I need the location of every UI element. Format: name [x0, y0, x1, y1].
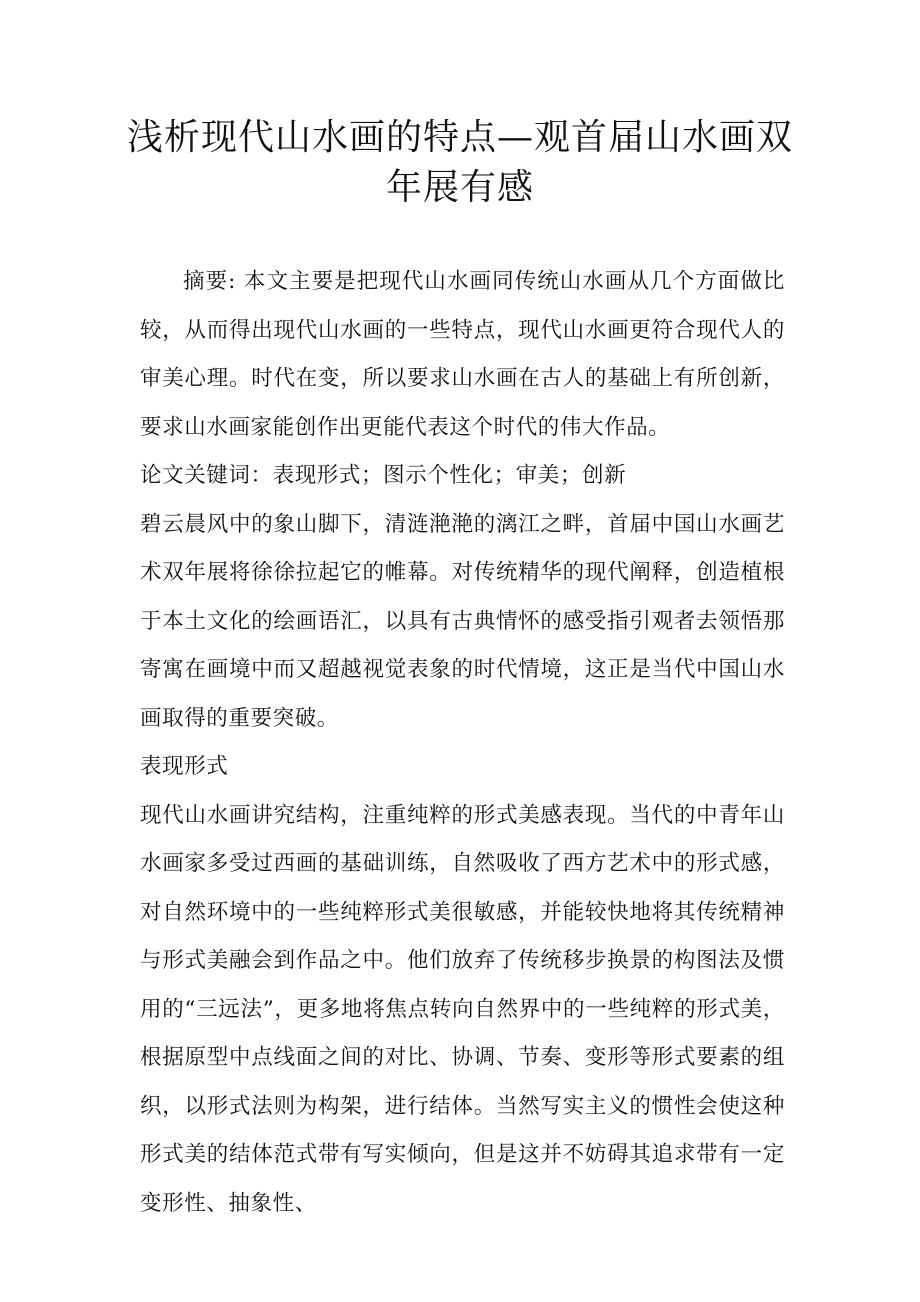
section-paragraph: 现代山水画讲究结构，注重纯粹的形式美感表现。当代的中青年山水画家多受过西画的基础训练，自然吸收了西方艺术中的形式感，对自然环境中的一些纯粹形式美很敏感，并能较快地将其传统精神与形式美融会到作品之中。他们放弃了传统移步换景的构图法及惯用的“三远法”，更多地将焦点转向自然界中的一些纯粹的形式美，根据原型中点线面之间的对比、协调、节奏、变形等形式要素的组织，以形式法则为构架，进行结体。当然写实主义的惯性会使这种形式美的结体范式带有写实倾向，但是这并不妨碍其追求带有一定变形性、抽象性、 — [140, 802, 785, 1216]
document-title-line-1: 浅析现代山水画的特点—观首届山水画双 — [126, 117, 793, 158]
abstract-paragraph: 摘要: 本文主要是把现代山水画同传统山水画从几个方面做比较，从而得出现代山水画的一些特点，现代山水画更符合现代人的审美心理。时代在变，所以要求山水画在古人的基础上有所创新，要求山水画家能创作出更能代表这个时代的伟大作品。 — [140, 269, 785, 440]
intro-paragraph: 碧云晨风中的象山脚下，清涟滟滟的漓江之畔，首届中国山水画艺术双年展将徐徐拉起它的帷幕。对传统精华的现代阐释，创造植根于本土文化的绘画语汇，以具有古典情怀的感受指引观者去领悟那寄寓在画境中而又超越视觉表象的时代情境，这正是当代中国山水画取得的重要突破。 — [140, 511, 785, 731]
section-heading: 表现形式 — [140, 754, 229, 779]
document-title-line-2: 年展有感 — [385, 167, 534, 208]
keywords-line: 论文关键词：表现形式；图示个性化；审美；创新 — [140, 463, 627, 488]
document-body — [140, 258, 785, 1228]
